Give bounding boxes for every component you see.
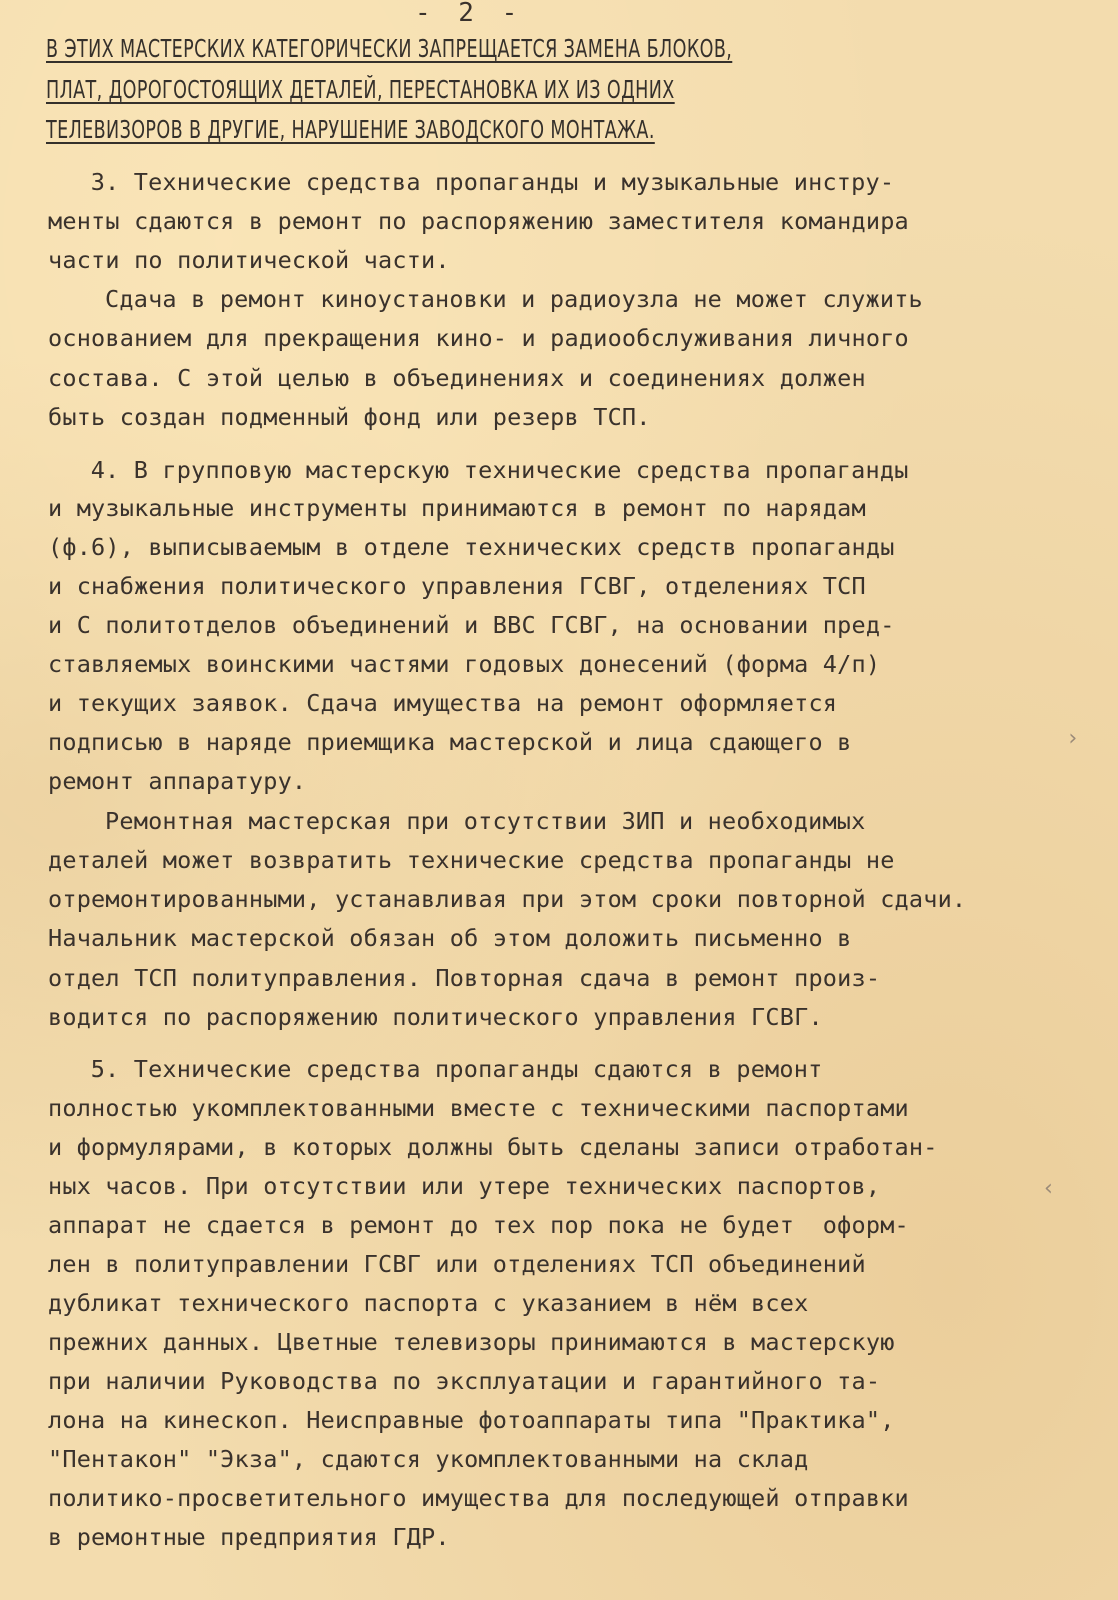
paragraph-5-line-8: прежних данных. Цветные телевизоры принимаются в мастерскую [48, 1328, 895, 1356]
warning-line-2: ПЛАТ, ДОРОГОСТОЯЩИХ ДЕТАЛЕЙ, ПЕРЕСТАНОВКА ИХ ИЗ ОДНИХ [46, 75, 675, 104]
paragraph-4-line-8: подписью в наряде приемщика мастерской и лица сдающего в [48, 728, 852, 756]
margin-mark-bottom: ‹ [1042, 1176, 1056, 1201]
paragraph-5-line-5: аппарат не сдается в ремонт до тех пор пока не будет оформ- [48, 1211, 909, 1239]
paragraph-workshop-line-1: Ремонтная мастерская при отсутствии ЗИП и необходимых [62, 807, 866, 835]
paragraph-4-line-9: ремонт аппаратуру. [48, 767, 307, 795]
paragraph-4-line-3: (ф.6), выписываемым в отделе технических средств пропаганды [48, 533, 895, 561]
paragraph-3-line-2: менты сдаются в ремонт по распоряжению заместителя командира [48, 207, 909, 235]
paragraph-3-line-3: части по политической части. [48, 246, 450, 274]
paragraph-5-line-7: дубликат технического паспорта с указанием в нём всех [48, 1289, 809, 1317]
paragraph-5-line-1: 5. Технические средства пропаганды сдаются в ремонт [62, 1055, 823, 1083]
paragraph-supply-line-2: основанием для прекращения кино- и радиообслуживания личного [48, 324, 909, 352]
warning-line-3: ТЕЛЕВИЗОРОВ В ДРУГИЕ, НАРУШЕНИЕ ЗАВОДСКОГО МОНТАЖА. [46, 115, 655, 144]
paragraph-5-line-3: и формулярами, в которых должны быть сделаны записи отработан- [48, 1133, 938, 1161]
paragraph-5-line-9: при наличии Руководства по эксплуатации и гарантийного та- [48, 1367, 881, 1395]
paragraph-4-line-4: и снабжения политического управления ГСВГ, отделениях ТСП [48, 572, 866, 600]
paragraph-workshop-line-2: деталей может возвратить технические средства пропаганды не [48, 846, 895, 874]
paragraph-5-line-12: политико-просветительного имущества для последующей отправки [48, 1484, 909, 1512]
paragraph-5-line-11: "Пентакон" "Экза", сдаются укомплектованными на склад [48, 1445, 809, 1473]
paragraph-4-line-5: и С политотделов объединений и ВВС ГСВГ, на основании пред- [48, 611, 895, 639]
paragraph-5-line-10: лона на кинескоп. Неисправные фотоаппараты типа "Практика", [48, 1406, 895, 1434]
margin-mark-top: › [1066, 726, 1080, 751]
paragraph-workshop-line-5: отдел ТСП политуправления. Повторная сдача в ремонт произ- [48, 964, 881, 992]
paragraph-workshop-line-6: водится по распоряжению политического управления ГСВГ. [48, 1003, 823, 1031]
paragraph-3-line-1: 3. Технические средства пропаганды и музыкальные инстру- [62, 168, 895, 196]
paragraph-4-line-6: ставляемых воинскими частями годовых донесений (форма 4/п) [48, 650, 881, 678]
paragraph-4-line-2: и музыкальные инструменты принимаются в ремонт по нарядам [48, 494, 866, 522]
paragraph-5-line-13: в ремонтные предприятия ГДР. [48, 1523, 450, 1551]
paragraph-5-line-2: полностью укомплектованными вместе с техническими паспортами [48, 1094, 909, 1122]
paragraph-5-line-6: лен в политуправлении ГСВГ или отделениях ТСП объединений [48, 1250, 866, 1278]
paragraph-workshop-line-3: отремонтированными, устанавливая при этом сроки повторной сдачи. [48, 885, 967, 913]
paragraph-supply-line-4: быть создан подменный фонд или резерв ТСП. [48, 403, 651, 431]
paragraph-4-line-1: 4. В групповую мастерскую технические средства пропаганды [62, 456, 909, 484]
paragraph-5-line-4: ных часов. При отсутствии или утере технических паспортов, [48, 1172, 881, 1200]
paragraph-supply-line-3: состава. С этой целью в объединениях и соединениях должен [48, 364, 866, 392]
paragraph-4-line-7: и текущих заявок. Сдача имущества на ремонт оформляется [48, 689, 838, 717]
page-number: - 2 - [415, 0, 524, 28]
warning-line-1: В ЭТИХ МАСТЕРСКИХ КАТЕГОРИЧЕСКИ ЗАПРЕЩАЕТСЯ ЗАМЕНА БЛОКОВ, [46, 34, 733, 63]
paragraph-workshop-line-4: Начальник мастерской обязан об этом доложить письменно в [48, 924, 852, 952]
paragraph-supply-line-1: Сдача в ремонт киноустановки и радиоузла не может служить [62, 285, 923, 313]
